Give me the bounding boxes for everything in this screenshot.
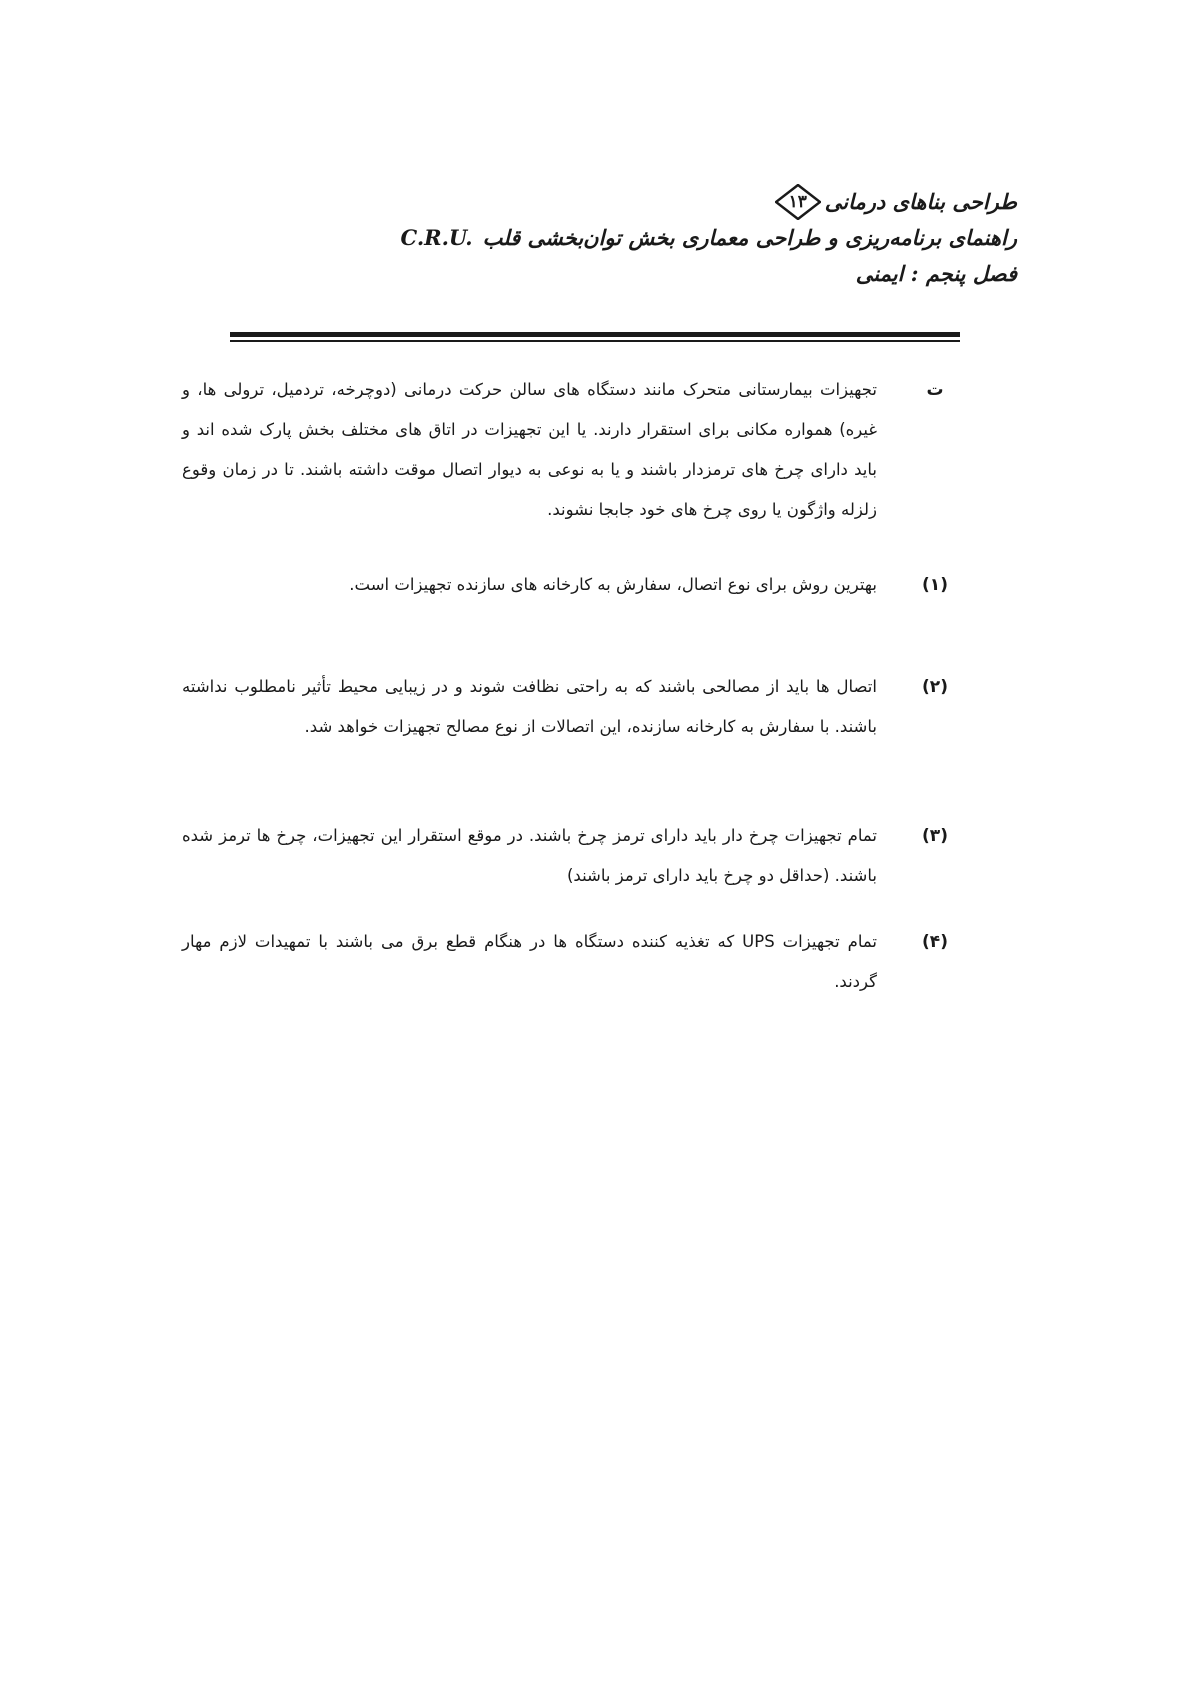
item-marker: (۳) xyxy=(922,826,948,846)
series-title-line xyxy=(230,184,1017,220)
series-title: طراحی بناهای درمانی xyxy=(824,189,1017,214)
chapter-title: فصل پنجم : ایمنی xyxy=(855,261,1017,286)
item-marker: (۴) xyxy=(922,932,948,952)
subtitle: راهنمای برنامه‌ریزی و طراحی معماری بخش توان‌بخشی قلب xyxy=(482,225,1017,250)
series-number: ۱۳ xyxy=(788,192,807,212)
item-text: تمام تجهیزات چرخ دار باید دارای ترمز چرخ باشند. در موقع استقرار این تجهیزات، چرخ ها ترمز شده باشند. (حداقل دو چرخ باید دارای ترمز باشند) xyxy=(182,826,877,885)
header-divider-thick xyxy=(230,332,960,337)
item-marker: (۲) xyxy=(922,677,948,697)
item-text: تمام تجهیزات UPS که تغذیه کننده دستگاه ها در هنگام قطع برق می باشند با تمهیدات لازم مهار گردند. xyxy=(182,932,877,991)
item-marker: (۱) xyxy=(922,575,948,595)
subtitle-line xyxy=(230,220,1017,256)
item-text: بهترین روش برای نوع اتصال، سفارش به کارخانه های سازنده تجهیزات است. xyxy=(349,575,877,594)
item-text: اتصال ها باید از مصالحی باشند که به راحتی نظافت شوند و در زیبایی محیط تأثیر نامطلوب نداشته باشند. با سفارش به کارخانه سازنده، این اتصالات از نوع مصالح تجهیزات خواهد شد. xyxy=(182,677,877,736)
item-text: تجهیزات بیمارستانی متحرک مانند دستگاه های سالن حرکت درمانی (دوچرخه، تردمیل، ترولی ها، و غیره) همواره مکانی برای استقرار دارند. یا این تجهیزات در اتاق های مختلف بخش پارک شده اند و باید دارای چرخ های ترمزدار باشند و یا به نوعی به دیوار اتصال موقت داشته باشند. تا در زمان وقوع زلزله واژگون یا روی چرخ های خود جابجا نشوند. xyxy=(182,380,877,519)
page-header xyxy=(230,184,1017,292)
series-number-badge xyxy=(775,184,821,220)
subtitle-code: C.R.U. xyxy=(400,225,473,250)
header-divider-thin xyxy=(230,340,960,342)
item-marker: ت xyxy=(926,380,944,400)
